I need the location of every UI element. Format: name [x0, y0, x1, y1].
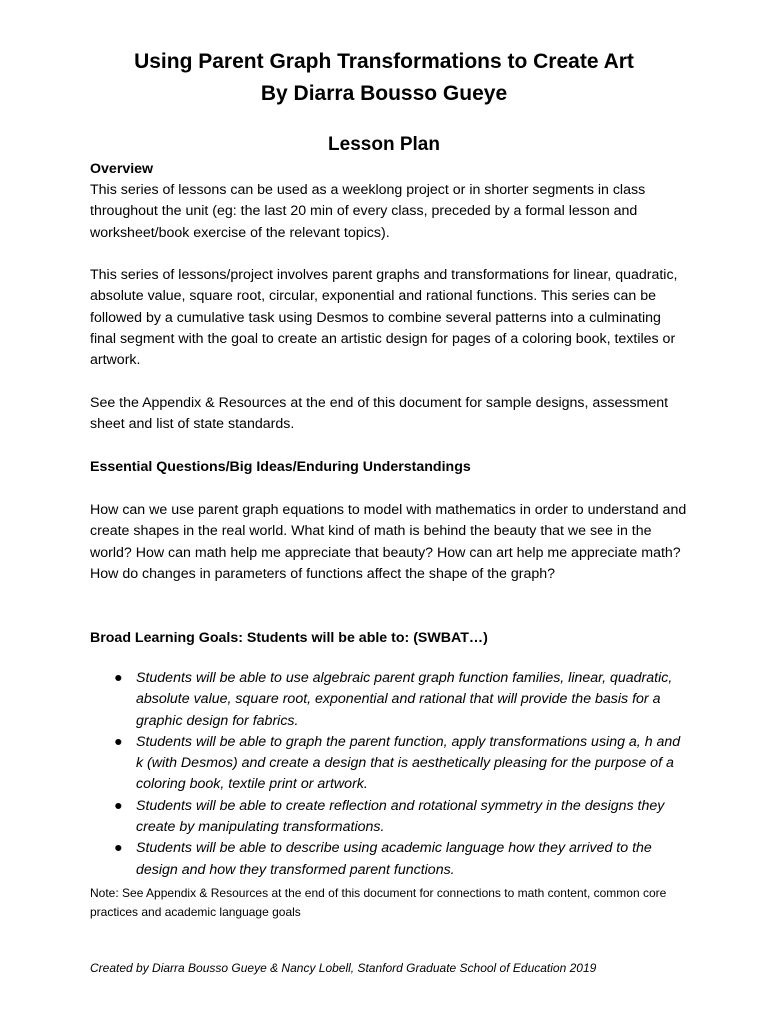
essential-questions-heading: Essential Questions/Big Ideas/Enduring Understandings	[90, 459, 471, 475]
list-item	[90, 732, 690, 796]
essential-questions-text: How can we use parent graph equations to model with mathematics in order to understand and create shapes in the real world. What kind of math is behind the beauty that we see in the world? How can math help me appreciate that beauty? How can art help me appreciate math? How do changes in parameters of functions affect the shape of the graph?	[90, 502, 687, 582]
bullet-icon: ●	[114, 733, 123, 750]
overview-paragraph-1: This series of lessons can be used as a weeklong project or in shorter segments in class throughout the unit (eg: the last 20 min of every class, preceded by a formal lesson and worksheet/book exercise of the relevant topics).	[90, 182, 646, 241]
goal-text: Students will be able to use algebraic parent graph function families, linear, quadratic, absolute value, square root, exponential and rational that will provide the basis for a graphic design for fabrics.	[136, 670, 673, 729]
bullet-icon: ●	[114, 670, 123, 686]
goal-text: Students will be able to describe using academic language how they arrived to the design and how they transformed parent functions.	[136, 840, 652, 878]
lesson-plan-heading: Lesson Plan	[328, 134, 440, 155]
learning-goals-list	[90, 668, 690, 881]
goal-text: Students will be able to create reflection and rotational symmetry in the designs they create by manipulating transformations.	[136, 797, 665, 836]
list-item	[90, 796, 690, 839]
bullet-icon: ●	[114, 797, 123, 814]
overview-paragraph-2: This series of lessons/project involves parent graphs and transformations for linear, quadratic, absolute value, square root, circular, exponential and rational functions. This series can be followed by a cumulative task using Desmos to combine several patterns into a culminating final segment with the goal to create an artistic design for pages of a coloring book, textiles or artwork.	[90, 267, 678, 369]
bullet-icon: ●	[114, 840, 123, 857]
list-item	[90, 668, 690, 732]
goal-text: Students will be able to graph the parent function, apply transformations using a, h and k (with Desmos) and create a design that is aesthetically pleasing for the purpose of a coloring book, textile print or artwork.	[136, 733, 681, 793]
page-footer: Created by Diarra Bousso Gueye & Nancy Lobell, Stanford Graduate School of Education 2019	[90, 961, 597, 975]
overview-paragraph-3: See the Appendix & Resources at the end of this document for sample designs, assessment sheet and list of state standards.	[90, 395, 669, 433]
learning-goals-heading: Broad Learning Goals: Students will be able to: (SWBAT…)	[90, 630, 488, 646]
appendix-note: Note: See Appendix & Resources at the end of this document for connections to math content, common core practices and academic language goals	[90, 886, 667, 919]
list-item	[90, 838, 690, 881]
document-title: Using Parent Graph Transformations to Create Art	[134, 50, 634, 73]
document-author: By Diarra Bousso Gueye	[260, 82, 508, 105]
overview-heading: Overview	[90, 161, 154, 177]
